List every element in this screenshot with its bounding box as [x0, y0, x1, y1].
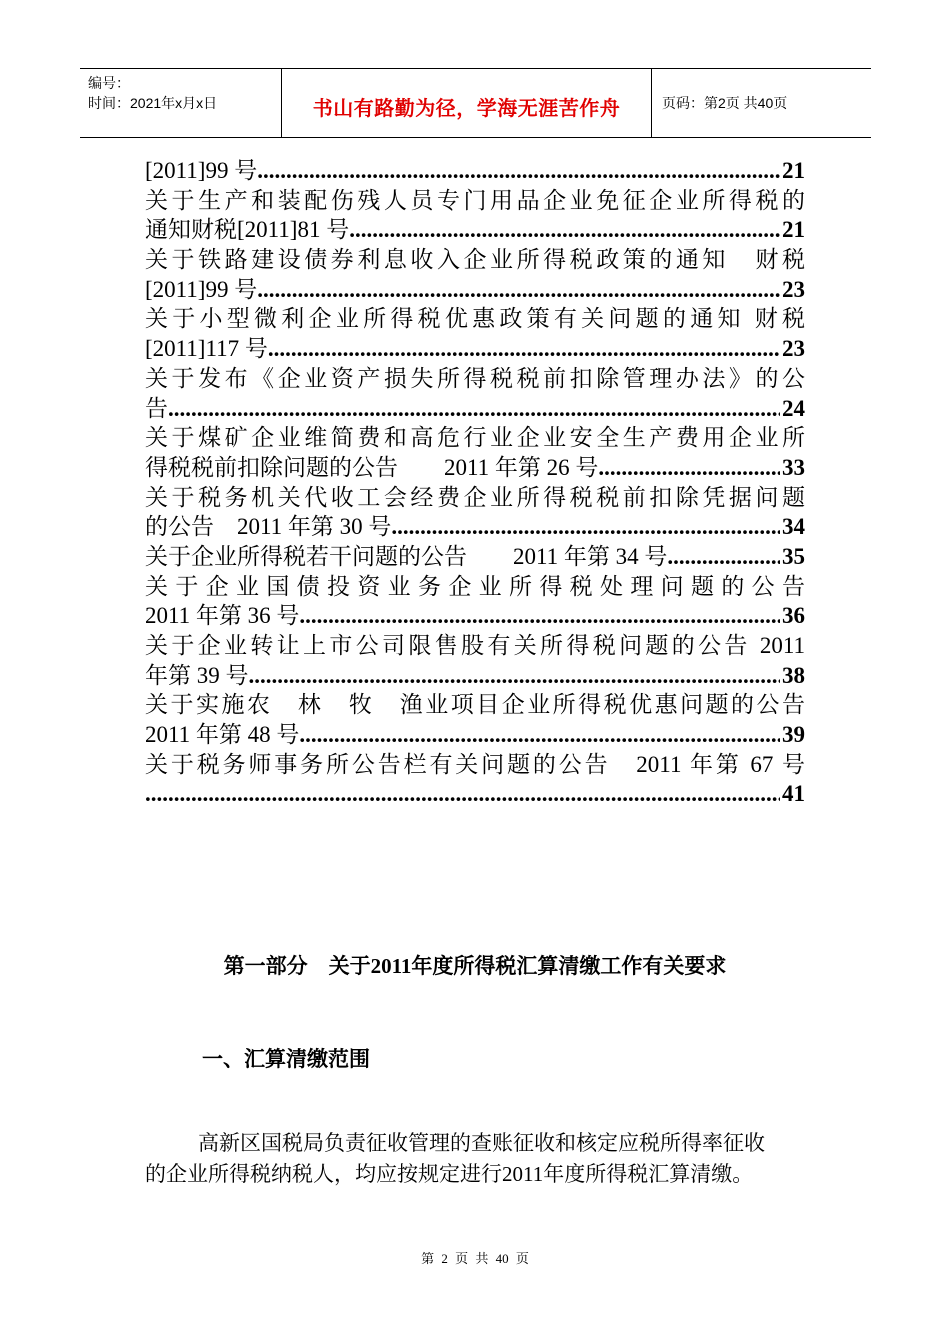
toc-entry[interactable]: [145, 186, 805, 245]
paragraph-line-1: 高新区国税局负责征收管理的查账征收和核定应税所得率征收: [198, 1131, 765, 1155]
toc-page-number: 23: [782, 336, 805, 362]
toc-dot-leader: [257, 156, 780, 186]
toc-entry-title-line: 关于企业国债投资业务企业所得税处理问题的公告: [145, 573, 805, 599]
toc-entry-leader-line: [145, 275, 805, 305]
toc-entry-title-tail: 的公告 2011 年第 30 号: [145, 514, 392, 540]
toc-dot-leader: [391, 512, 780, 542]
toc-entry-leader-line: [145, 661, 805, 691]
toc-entry-leader-line: [145, 779, 805, 809]
toc-page-number: 34: [782, 514, 805, 540]
paragraph-line-2: 的企业所得税纳税人，均应按规定进行2011年度所得税汇算清缴。: [145, 1162, 754, 1186]
table-of-contents: [145, 156, 805, 809]
toc-dot-leader: [349, 215, 780, 245]
toc-entry-title-line: 关于铁路建设债券利息收入企业所得税政策的通知 财税: [145, 247, 805, 273]
toc-entry[interactable]: [145, 423, 805, 482]
toc-entry[interactable]: [145, 631, 805, 690]
toc-entry-title-tail: 年第 39 号: [145, 662, 249, 688]
toc-entry[interactable]: [145, 542, 805, 572]
toc-entry-title-line: 关于税务师事务所公告栏有关问题的公告 2011 年第 67 号: [145, 751, 805, 777]
toc-entry-leader-line: [145, 720, 805, 750]
toc-page-number: 21: [782, 158, 805, 183]
toc-entry[interactable]: [145, 750, 805, 809]
toc-entry-title-tail: 得税税前扣除问题的公告 2011 年第 26 号: [145, 454, 599, 480]
toc-page-number: 39: [782, 722, 805, 748]
toc-page-number: 23: [782, 276, 805, 302]
toc-entry-title-line: 关于煤矿企业维简费和高危行业企业安全生产费用企业所: [145, 425, 805, 451]
toc-entry-title-tail: [2011]99 号: [145, 276, 258, 302]
toc-entry[interactable]: [145, 364, 805, 423]
toc-entry-title-tail: [2011]117 号: [145, 336, 268, 362]
toc-entry[interactable]: [145, 483, 805, 542]
header-motto: 书山有路勤为径，学海无涯苦作舟: [282, 69, 652, 137]
toc-entry-leader-line: [145, 512, 805, 542]
toc-entry-title-line: 关于实施农 林 牧 渔业项目企业所得税优惠问题的公告: [145, 692, 805, 718]
toc-entry-leader-line: [145, 156, 805, 186]
toc-entry-title-tail: 告: [145, 395, 168, 421]
toc-entry-title-tail: 通知财税[2011]81 号: [145, 217, 350, 243]
header-meta-cell: [80, 69, 282, 137]
toc-entry[interactable]: [145, 572, 805, 631]
toc-entry-title-tail: 关于企业所得税若干问题的公告 2011 年第 34 号: [145, 543, 668, 569]
time-label: 时间：2021年x月x日: [88, 95, 218, 111]
toc-entry-title-line: 关于生产和装配伤残人员专门用品企业免征企业所得税的: [145, 187, 805, 213]
toc-page-number: 21: [782, 217, 805, 243]
toc-dot-leader: [145, 779, 780, 809]
toc-dot-leader: [299, 601, 780, 631]
toc-entry-leader-line: [145, 542, 805, 572]
toc-dot-leader: [168, 394, 780, 424]
toc-entry-leader-line: [145, 334, 805, 364]
toc-dot-leader: [249, 661, 781, 691]
toc-entry-leader-line: [145, 394, 805, 424]
toc-dot-leader: [257, 275, 780, 305]
toc-entry-title-line: 关于发布《企业资产损失所得税税前扣除管理办法》的公: [145, 365, 805, 391]
toc-entry[interactable]: [145, 245, 805, 304]
toc-dot-leader: [299, 720, 780, 750]
toc-entry-title-tail: 2011 年第 36 号: [145, 603, 300, 629]
toc-dot-leader: [667, 542, 780, 572]
toc-page-number: 41: [782, 781, 805, 807]
toc-entry-leader-line: [145, 453, 805, 483]
page-footer: 第 2 页 共 40 页: [421, 1251, 529, 1266]
toc-page-number: 35: [782, 543, 805, 569]
toc-entry[interactable]: [145, 690, 805, 749]
toc-page-number: 38: [782, 662, 805, 688]
toc-entry-title-line: 关于企业转让上市公司限售股有关所得税问题的公告 2011: [145, 633, 805, 658]
number-label: 编号：: [88, 75, 130, 91]
toc-page-number: 36: [782, 603, 805, 629]
section-title: 一、汇算清缴范围: [202, 1047, 370, 1071]
toc-entry-leader-line: [145, 601, 805, 631]
toc-entry[interactable]: [145, 156, 805, 186]
toc-entry[interactable]: [145, 304, 805, 363]
body-paragraph: [145, 1128, 805, 1190]
document-header: [80, 68, 871, 138]
toc-page-number: 33: [782, 454, 805, 480]
toc-entry-title-tail: 2011 年第 48 号: [145, 722, 300, 748]
toc-entry-title-line: 关于税务机关代收工会经费企业所得税税前扣除凭据问题: [145, 484, 805, 510]
part-title: 第一部分 关于2011年度所得税汇算清缴工作有关要求: [223, 954, 727, 978]
toc-dot-leader: [268, 334, 780, 364]
toc-entry-title-line: 关于小型微利企业所得税优惠政策有关问题的通知 财税: [145, 306, 805, 332]
toc-dot-leader: [598, 453, 780, 483]
toc-entry-leader-line: [145, 215, 805, 245]
toc-page-number: 24: [782, 395, 805, 421]
header-page-info: 页码：第2页 共40页: [662, 95, 788, 111]
toc-entry-title-tail: [2011]99 号: [145, 158, 258, 183]
